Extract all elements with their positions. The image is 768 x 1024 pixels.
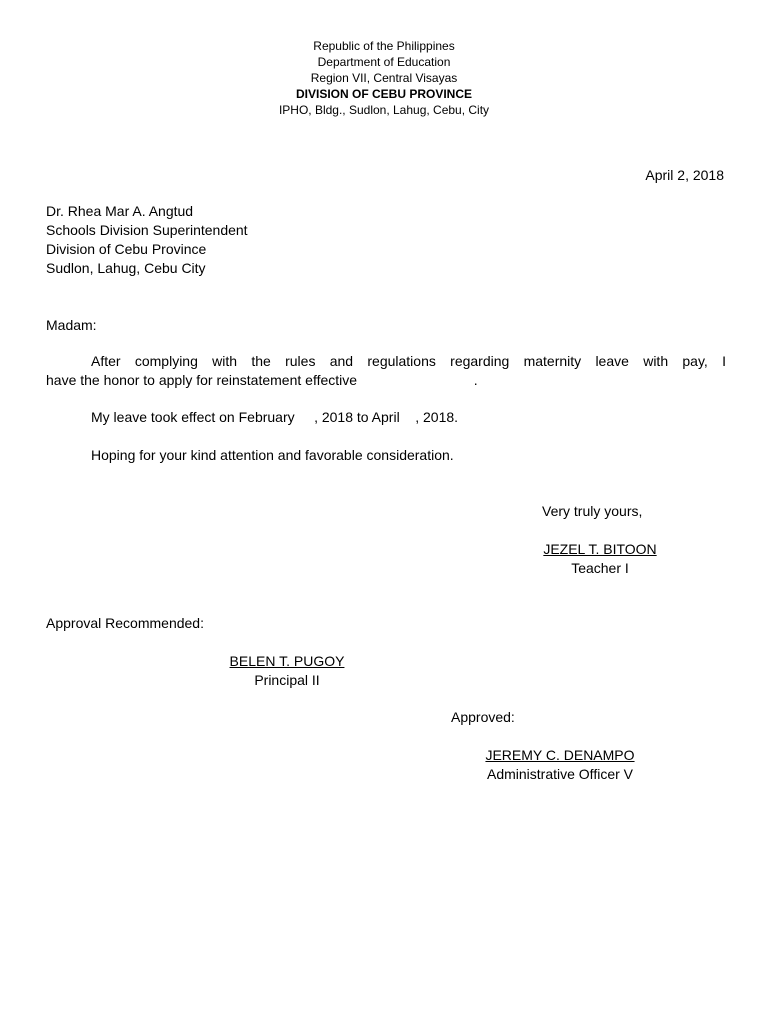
approval-recommended-label: Approval Recommended: xyxy=(46,615,204,631)
approved-label: Approved: xyxy=(451,709,515,725)
recommender-signature-block xyxy=(212,652,362,690)
letterhead-department: Department of Education xyxy=(317,55,451,69)
letterhead-address: IPHO, Bldg., Sudlon, Lahug, Cebu, City xyxy=(278,103,490,117)
recipient-position: Schools Division Superintendent xyxy=(46,222,248,238)
recipient-name: Dr. Rhea Mar A. Angtud xyxy=(46,203,194,219)
paragraph-reinstatement-line2: have the honor to apply for reinstatement effective . xyxy=(46,372,478,388)
recipient-address: Sudlon, Lahug, Cebu City xyxy=(46,260,206,276)
letterhead xyxy=(0,38,768,118)
recipient-address-block xyxy=(46,202,248,278)
approver-name: JEREMY C. DENAMPO xyxy=(485,747,635,763)
letterhead-division: DIVISION OF CEBU PROVINCE xyxy=(295,87,473,101)
letterhead-region: Region VII, Central Visayas xyxy=(310,71,458,85)
recipient-office: Division of Cebu Province xyxy=(46,241,207,257)
letterhead-country: Republic of the Philippines xyxy=(313,39,455,53)
salutation: Madam: xyxy=(46,317,97,333)
approver-signature-block xyxy=(460,746,660,784)
recommender-name: BELEN T. PUGOY xyxy=(229,653,345,669)
letter-date: April 2, 2018 xyxy=(645,167,724,183)
paragraph-reinstatement xyxy=(46,352,726,390)
recommender-title: Principal II xyxy=(254,672,320,688)
sender-title: Teacher I xyxy=(571,560,629,576)
sender-name: JEZEL T. BITOON xyxy=(543,541,657,557)
paragraph-closing-request: Hoping for your kind attention and favorable consideration. xyxy=(91,447,454,463)
complimentary-close: Very truly yours, xyxy=(542,503,643,519)
sender-signature-block xyxy=(530,540,670,578)
paragraph-leave-period: My leave took effect on February , 2018 to April , 2018. xyxy=(91,409,459,425)
approver-title: Administrative Officer V xyxy=(486,766,633,782)
paragraph-reinstatement-line1: After complying with the rules and regulations regarding maternity leave with pay, I xyxy=(91,353,726,369)
